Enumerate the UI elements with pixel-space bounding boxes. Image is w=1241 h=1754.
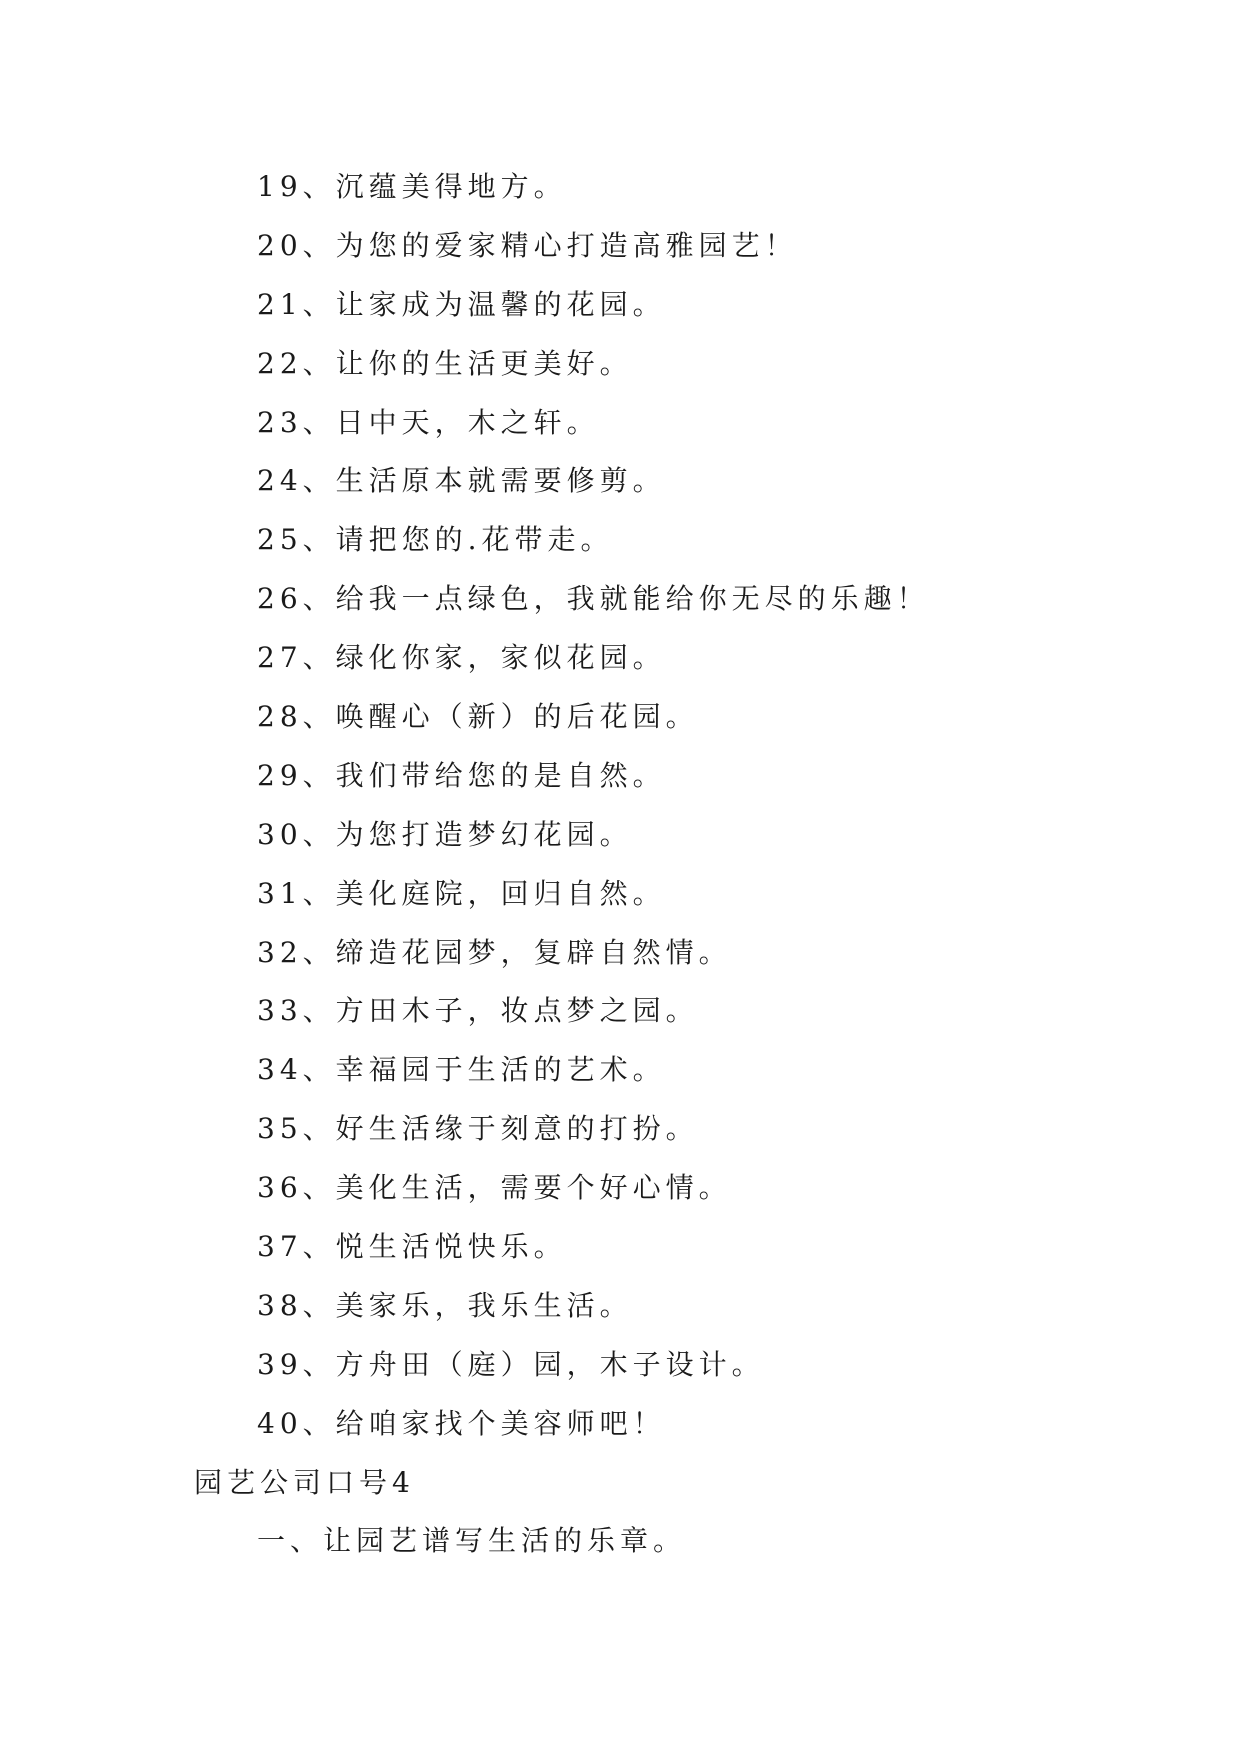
document-body xyxy=(194,158,1194,1571)
list-item: 32、缔造花园梦，复辟自然情。 xyxy=(257,935,732,969)
list-item: 23、日中天，木之轩。 xyxy=(257,405,600,439)
list-item: 38、美家乐，我乐生活。 xyxy=(257,1288,633,1322)
list-item: 一、让园艺谱写生活的乐章。 xyxy=(257,1524,687,1558)
list-item: 40、给咱家找个美容师吧！ xyxy=(257,1406,666,1440)
list-item: 34、幸福园于生活的艺术。 xyxy=(257,1053,666,1087)
list-item: 20、为您的爱家精心打造高雅园艺！ xyxy=(257,228,798,262)
list-item: 35、好生活缘于刻意的打扮。 xyxy=(257,1112,699,1146)
list-item: 21、让家成为温馨的花园。 xyxy=(257,287,666,321)
list-item: 39、方舟田（庭）园，木子设计。 xyxy=(257,1347,765,1381)
list-item: 19、沉蕴美得地方。 xyxy=(257,170,567,203)
list-item: 25、请把您的.花带走。 xyxy=(257,523,614,557)
list-item: 26、给我一点绿色，我就能给你无尽的乐趣！ xyxy=(257,582,930,616)
list-item: 29、我们带给您的是自然。 xyxy=(257,758,666,792)
list-item: 28、唤醒心（新）的后花园。 xyxy=(257,700,699,734)
list-item: 24、生活原本就需要修剪。 xyxy=(257,464,666,498)
list-item: 27、绿化你家，家似花园。 xyxy=(257,641,666,675)
list-item: 22、让你的生活更美好。 xyxy=(257,346,633,380)
list-item: 30、为您打造梦幻花园。 xyxy=(257,817,633,851)
list-item: 36、美化生活，需要个好心情。 xyxy=(257,1171,732,1205)
section-heading: 园艺公司口号4 xyxy=(194,1465,415,1499)
list-item: 33、方田木子，妆点梦之园。 xyxy=(257,994,699,1028)
list-item: 37、悦生活悦快乐。 xyxy=(257,1230,567,1264)
list-item: 31、美化庭院，回归自然。 xyxy=(257,876,666,910)
